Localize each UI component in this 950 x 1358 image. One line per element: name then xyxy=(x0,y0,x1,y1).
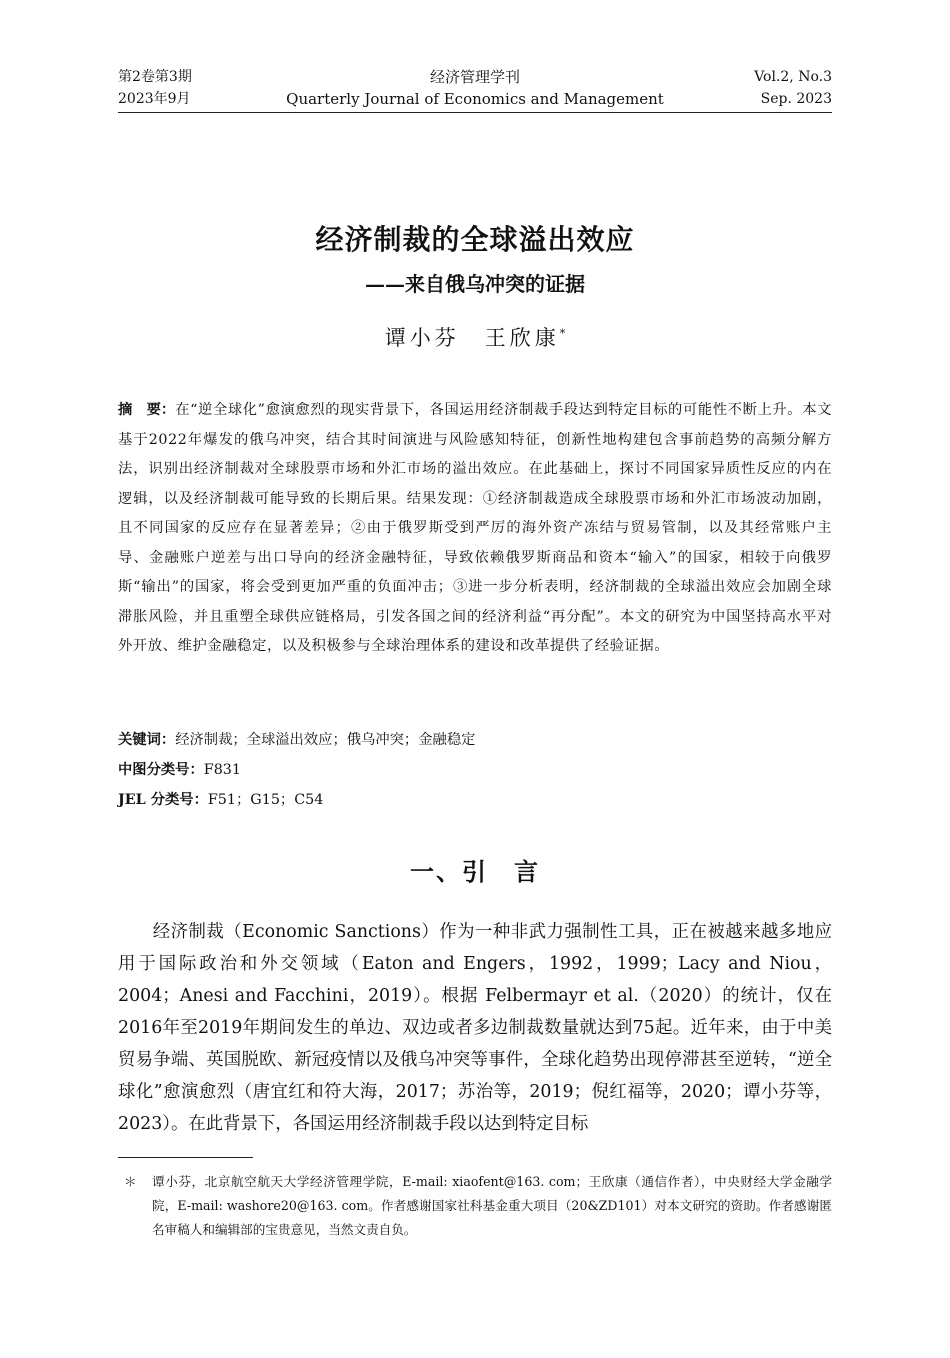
running-header xyxy=(118,66,832,113)
volume-issue: 第2卷第3期 xyxy=(118,69,192,85)
abstract xyxy=(118,396,832,662)
jel-label: JEL 分类号： xyxy=(118,792,208,808)
footnote-mark: ＊ xyxy=(124,1174,137,1189)
jel-text: F51；G15；C54 xyxy=(207,792,324,808)
keywords xyxy=(118,726,832,755)
clc-text: F831 xyxy=(203,762,241,778)
journal-name-en: Quarterly Journal of Economics and Management xyxy=(286,90,664,108)
paper-subtitle: ——来自俄乌冲突的证据 xyxy=(365,272,585,296)
keywords-text: 经济制裁；全球溢出效应；俄乌冲突；金融稳定 xyxy=(175,732,476,748)
issue-date: 2023年9月 xyxy=(118,91,191,107)
abstract-text: 在“逆全球化”愈演愈烈的现实背景下，各国运用经济制裁手段达到特定目标的可能性不断上升。本文基于2022年爆发的俄乌冲突，结合其时间演进与风险感知特征，创新性地构建包含事前趋势的高频分解方法，识别出经济制裁对全球股票市场和外汇市场的溢出效应。在此基础上，探讨不同国家异质性反应的内在逻辑，以及经济制裁可能导致的长期后果。结果发现：①经济制裁造成全球股票市场和外汇市场波动加剧，且不同国家的反应存在显著差异；②由于俄罗斯受到严厉的海外资产冻结与贸易管制，以及其经常账户主导、金融账户逆差与出口导向的经济金融特征，导致依赖俄罗斯商品和资本“输入”的国家，相较于向俄罗斯“输出”的国家，将会受到更加严重的负面冲击；③进一步分析表明，经济制裁的全球溢出效应会加剧全球滞胀风险，并且重塑全球供应链格局，引发各国之间的经济利益“再分配”。本文的研究为中国坚持高水平对外开放、维护金融稳定，以及积极参与全球治理体系的建设和改革提供了经验证据。 xyxy=(118,402,832,654)
jel-codes xyxy=(118,786,832,815)
journal-name xyxy=(118,66,832,110)
author-line xyxy=(0,322,950,352)
author-names: 谭小芬 王欣康 xyxy=(384,326,560,350)
author-footnote-mark: * xyxy=(559,327,566,340)
body-paragraph: 经济制裁（Economic Sanctions）作为一种非武力强制性工具，正在被越来越多地应用于国际政治和外交领域（Eaton and Engers，1992，1999；Lacy and Niou，2004；Anesi and Facchini，2019）。根据 Felbermayr et al.（2020）的统计，仅在2016年至2019年期间发生的单边、双边或者多边制裁数量就达到75起。近年来，由于中美贸易争端、英国脱欧、新冠疫情以及俄乌冲突等事件，全球化趋势出现停滞甚至逆转，“逆全球化”愈演愈烈（唐宜红和符大海，2017；苏治等，2019；倪红福等，2020；谭小芬等，2023）。在此背景下，各国运用经济制裁手段以达到特定目标 xyxy=(118,922,832,1134)
issue-date-en: Sep. 2023 xyxy=(760,91,832,107)
clc-number xyxy=(118,756,832,785)
footnote-text: 谭小芬，北京航空航天大学经济管理学院，E-mail: xiaofent@163. com；王欣康（通信作者），中央财经大学金融学院，E-mail: washore20@163. com。作者感谢国家社科基金重大项目（20&ZD101）对本文研究的资助。作者感谢匿名审稿人和编辑部的宝贵意见，当然文责自负。 xyxy=(152,1174,832,1237)
section-heading: 一、引 言 xyxy=(410,857,540,886)
clc-label: 中图分类号： xyxy=(118,762,204,778)
footnote-divider xyxy=(118,1157,253,1158)
volume-issue-en: Vol.2, No.3 xyxy=(754,69,832,85)
paper-title: 经济制裁的全球溢出效应 xyxy=(315,223,635,256)
footnote xyxy=(118,1170,832,1242)
issue-info-en xyxy=(754,66,832,110)
keywords-label: 关键词： xyxy=(118,732,176,748)
journal-name-cn: 经济管理学刊 xyxy=(429,68,520,86)
abstract-label: 摘 要： xyxy=(118,402,176,418)
